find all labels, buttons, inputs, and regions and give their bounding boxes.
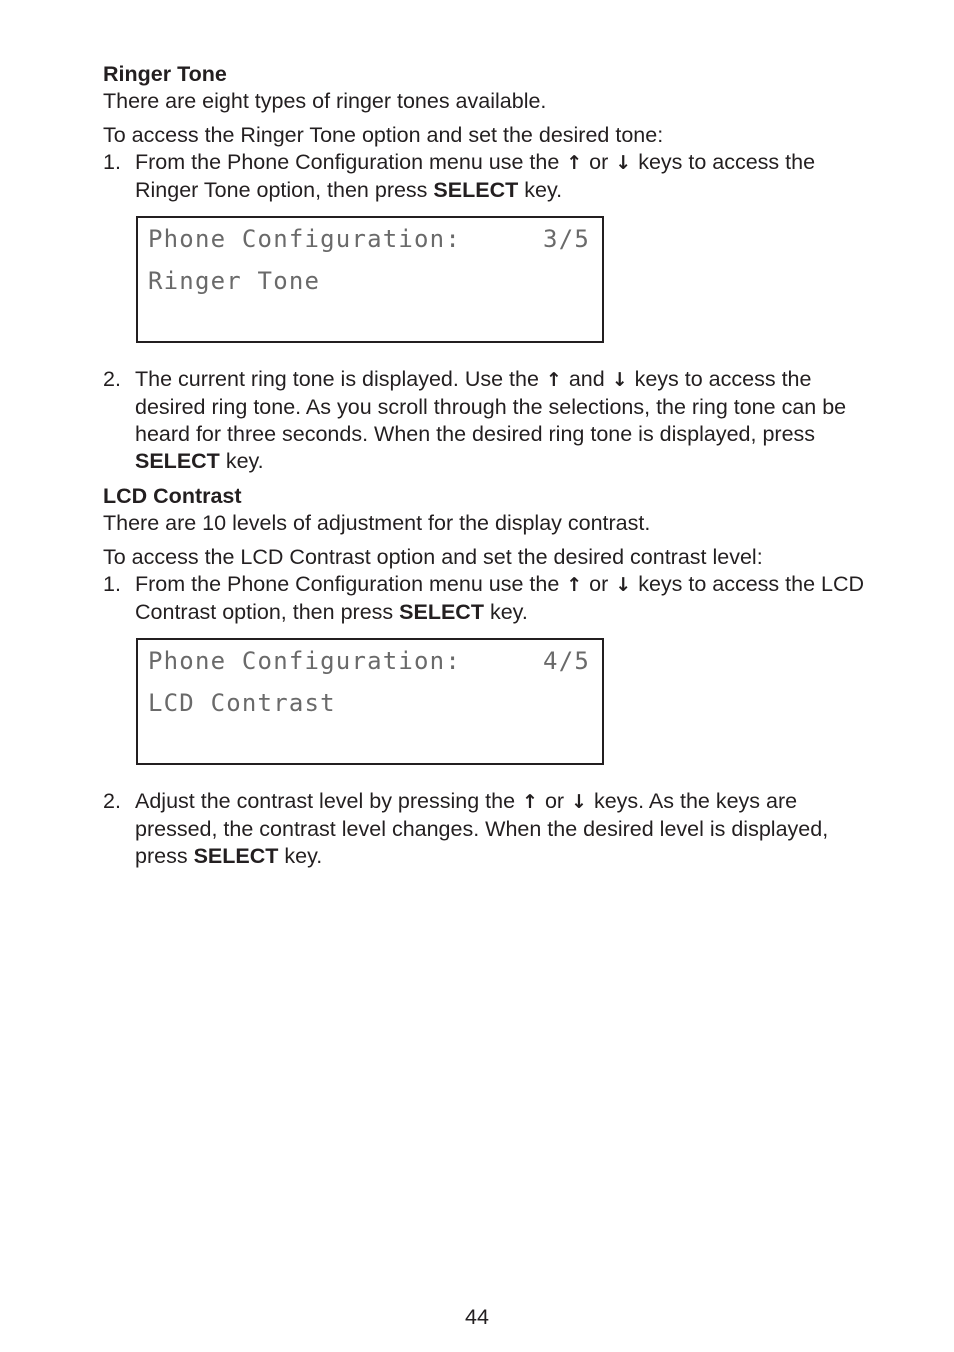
step-text-part: key. xyxy=(225,449,264,473)
step-text xyxy=(135,788,883,870)
step-text-part: The current ring tone is displayed. Use the xyxy=(135,367,539,391)
step-text-part: Adjust the contrast level by pressing the xyxy=(135,789,516,813)
select-key-label: SELECT xyxy=(135,449,220,473)
step-text-part: or xyxy=(589,572,609,596)
step-number: 2. xyxy=(103,789,121,813)
step-text-part: and xyxy=(568,367,605,391)
select-key-label: SELECT xyxy=(399,600,484,624)
lcd-contrast-intro: There are 10 levels of adjustment for the display contrast. xyxy=(103,511,651,535)
ringer-step-2 xyxy=(103,366,883,475)
ringer-tone-heading: Ringer Tone xyxy=(103,62,227,86)
ringer-step-1 xyxy=(103,149,883,204)
lcd-line-1: Phone Configuration: xyxy=(148,647,461,675)
lcd-line-1: Phone Configuration: xyxy=(148,225,461,253)
down-arrow-icon: ↓ xyxy=(615,574,632,596)
step-text-part: keys to access the Ringer Tone option, then press xyxy=(135,150,816,202)
select-key-label: SELECT xyxy=(433,178,519,202)
step-text-part: key. xyxy=(284,844,323,868)
step-text xyxy=(135,149,883,204)
step-number: 2. xyxy=(103,367,121,391)
page-number: 44 xyxy=(465,1305,489,1329)
contrast-step-2 xyxy=(103,788,883,870)
up-arrow-icon: ↑ xyxy=(545,369,562,391)
lcd-menu-index: 4/5 xyxy=(543,647,590,675)
lcd-menu-index: 3/5 xyxy=(543,225,590,253)
step-text xyxy=(135,366,883,475)
step-text-part: key. xyxy=(489,600,528,624)
lcd-display-contrast xyxy=(136,638,604,765)
up-arrow-icon: ↑ xyxy=(522,791,538,813)
lcd-line-2: Ringer Tone xyxy=(148,267,321,295)
down-arrow-icon: ↓ xyxy=(611,369,628,391)
down-arrow-icon: ↓ xyxy=(615,152,632,174)
step-text-part: key. xyxy=(524,178,563,202)
step-text-part: or xyxy=(589,150,609,174)
step-text-part: or xyxy=(544,789,565,813)
lcd-contrast-access-text: To access the LCD Contrast option and set the desired contrast level: xyxy=(103,545,763,569)
step-text-part: keys to access the desired ring tone. As you scroll through the selections, the ring tone can be heard for three seconds. When the desired ring tone is displayed, press xyxy=(135,367,847,446)
lcd-contrast-heading: LCD Contrast xyxy=(103,484,242,508)
step-text-part: keys to access the LCD Contrast option, then press xyxy=(135,572,865,624)
down-arrow-icon: ↓ xyxy=(571,791,587,813)
step-number: 1. xyxy=(103,150,121,174)
step-text-part: From the Phone Configuration menu use the xyxy=(135,150,560,174)
select-key-label: SELECT xyxy=(193,844,279,868)
step-text-part: From the Phone Configuration menu use the xyxy=(135,572,560,596)
ringer-tone-intro: There are eight types of ringer tones available. xyxy=(103,89,547,113)
step-text-part: keys. As the keys are pressed, the contrast level changes. When the desired level is displayed, press xyxy=(135,789,829,868)
manual-page xyxy=(103,60,883,870)
lcd-line-2: LCD Contrast xyxy=(148,689,336,717)
step-number: 1. xyxy=(103,572,121,596)
up-arrow-icon: ↑ xyxy=(566,574,583,596)
contrast-step-1 xyxy=(103,571,883,626)
step-text xyxy=(135,571,883,626)
up-arrow-icon: ↑ xyxy=(566,152,583,174)
ringer-tone-access-text: To access the Ringer Tone option and set the desired tone: xyxy=(103,123,664,147)
lcd-display-ringer xyxy=(136,216,604,343)
